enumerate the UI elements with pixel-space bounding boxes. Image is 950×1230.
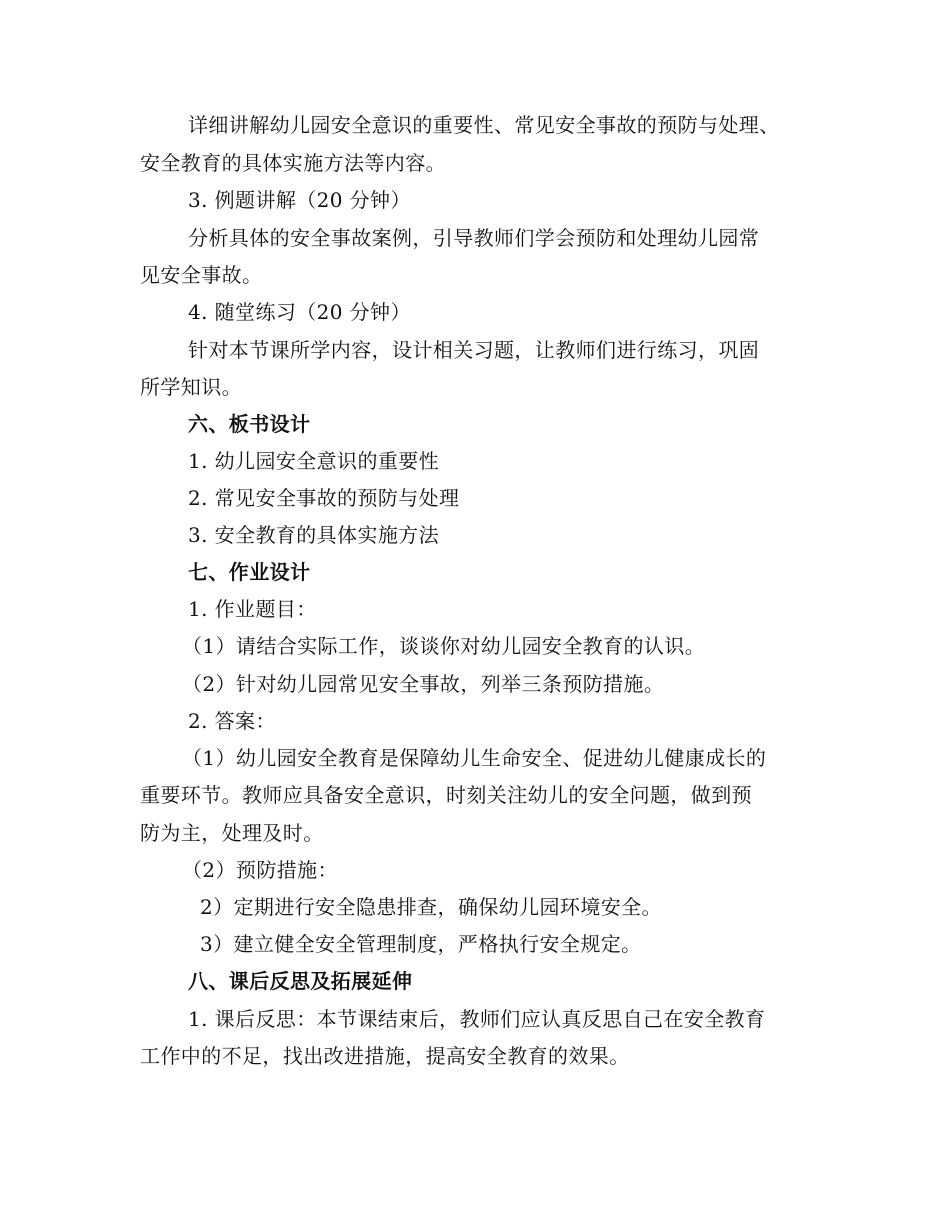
paragraph-line: 安全教育的具体实施方法等内容。 bbox=[140, 151, 446, 175]
paragraph-line: 详细讲解幼儿园安全意识的重要性、常见安全事故的预防与处理、 bbox=[188, 113, 780, 137]
paragraph-line: 针对本节课所学内容，设计相关习题，让教师们进行练习，巩固 bbox=[188, 338, 760, 362]
list-item: 1. 幼儿园安全意识的重要性 bbox=[188, 449, 440, 473]
section-heading: 八、课后反思及拓展延伸 bbox=[188, 969, 413, 993]
list-item: （2）预防措施： bbox=[182, 858, 338, 882]
list-item: 2. 答案： bbox=[188, 709, 276, 733]
section-item: 3. 例题讲解（20 分钟） bbox=[188, 188, 411, 212]
paragraph-line: 1. 课后反思：本节课结束后，教师们应认真反思自己在安全教育 bbox=[188, 1007, 766, 1031]
list-item: （2）针对幼儿园常见安全事故，列举三条预防措施。 bbox=[182, 672, 665, 696]
paragraph-line: 工作中的不足，找出改进措施，提高安全教育的效果。 bbox=[140, 1044, 630, 1068]
section-heading: 六、板书设计 bbox=[188, 412, 311, 436]
list-item: （1）请结合实际工作，谈谈你对幼儿园安全教育的认识。 bbox=[182, 634, 706, 658]
paragraph-line: （1）幼儿园安全教育是保障幼儿生命安全、促进幼儿健康成长的 bbox=[182, 746, 767, 770]
list-item: 2）定期进行安全隐患排查，确保幼儿园环境安全。 bbox=[200, 895, 662, 919]
paragraph-line: 重要环节。教师应具备安全意识，时刻关注幼儿的安全问题，做到预 bbox=[140, 783, 752, 807]
list-item: 3. 安全教育的具体实施方法 bbox=[188, 523, 440, 547]
list-item: 3）建立健全安全管理制度，严格执行安全规定。 bbox=[200, 932, 642, 956]
paragraph-line: 防为主，处理及时。 bbox=[140, 821, 324, 845]
list-item: 1. 作业题目： bbox=[188, 597, 317, 621]
paragraph-line: 分析具体的安全事故案例，引导教师们学会预防和处理幼儿园常 bbox=[188, 226, 760, 250]
section-heading: 七、作业设计 bbox=[188, 560, 311, 584]
paragraph-line: 见安全事故。 bbox=[140, 263, 263, 287]
paragraph-line: 所学知识。 bbox=[140, 375, 242, 399]
list-item: 2. 常见安全事故的预防与处理 bbox=[188, 486, 460, 510]
section-item: 4. 随堂练习（20 分钟） bbox=[188, 300, 411, 324]
